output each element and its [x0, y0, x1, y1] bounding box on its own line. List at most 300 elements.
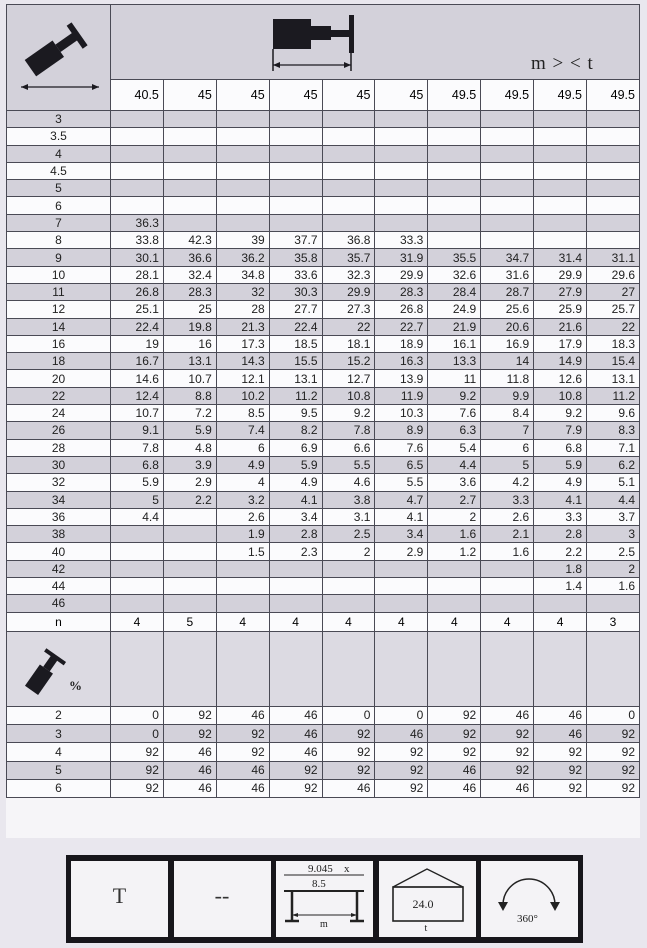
capacity-cell: 3.6	[428, 474, 481, 491]
percent-cell: 46	[375, 724, 428, 742]
capacity-cell	[111, 543, 164, 560]
capacity-cell	[587, 232, 640, 249]
radius-cell: 14	[7, 318, 111, 335]
capacity-cell	[163, 111, 216, 128]
capacity-cell: 3	[587, 526, 640, 543]
capacity-cell: 9.5	[269, 405, 322, 422]
capacity-cell	[481, 560, 534, 577]
capacity-cell: 5.9	[534, 456, 587, 473]
capacity-cell: 1.6	[481, 543, 534, 560]
capacity-cell: 4.9	[269, 474, 322, 491]
capacity-cell: 6.3	[428, 422, 481, 439]
capacity-cell: 3.2	[216, 491, 269, 508]
capacity-cell	[587, 145, 640, 162]
radius-cell: 30	[7, 456, 111, 473]
capacity-cell: 8.3	[587, 422, 640, 439]
capacity-cell: 21.3	[216, 318, 269, 335]
capacity-cell	[216, 560, 269, 577]
capacity-cell: 3.1	[322, 508, 375, 525]
counterweight-value: 24.0	[412, 897, 434, 911]
table-row	[7, 422, 640, 439]
capacity-cell	[428, 111, 481, 128]
table-row	[7, 560, 640, 577]
capacity-cell	[163, 197, 216, 214]
percent-cell: 46	[428, 761, 481, 779]
capacity-cell	[534, 111, 587, 128]
capacity-cell: 22.4	[111, 318, 164, 335]
capacity-cell	[481, 232, 534, 249]
radius-cell: 3.5	[7, 128, 111, 145]
radius-cell: 42	[7, 560, 111, 577]
capacity-cell: 36.8	[322, 232, 375, 249]
capacity-cell: 16.3	[375, 353, 428, 370]
falls-cell: 4	[375, 612, 428, 631]
capacity-cell: 10.3	[375, 405, 428, 422]
capacity-cell	[111, 145, 164, 162]
table-row	[7, 353, 640, 370]
percent-cell: 46	[269, 743, 322, 761]
percent-cell: 46	[269, 724, 322, 742]
radius-corner-cell	[7, 5, 111, 111]
radius-cell: 20	[7, 370, 111, 387]
percent-cell: 0	[587, 706, 640, 724]
crane-radius-icon	[15, 15, 103, 95]
telescope-row	[7, 743, 640, 761]
capacity-cell: 4.7	[375, 491, 428, 508]
percent-cell: 46	[269, 706, 322, 724]
percent-cell: 92	[269, 779, 322, 797]
capacity-cell: 2.5	[322, 526, 375, 543]
capacity-cell: 12.6	[534, 370, 587, 387]
boom-length-cell: 49.5	[481, 80, 534, 111]
capacity-cell	[481, 595, 534, 612]
capacity-cell: 11.8	[481, 370, 534, 387]
falls-cell: 3	[587, 612, 640, 631]
config-footer	[66, 855, 583, 943]
capacity-cell: 13.3	[428, 353, 481, 370]
capacity-cell	[481, 197, 534, 214]
radius-cell: 4.5	[7, 162, 111, 179]
capacity-cell: 12.1	[216, 370, 269, 387]
capacity-cell: 31.9	[375, 249, 428, 266]
table-row	[7, 301, 640, 318]
capacity-cell: 7.8	[111, 439, 164, 456]
percent-cell: 0	[322, 706, 375, 724]
telescope-percent-header-cell	[587, 631, 640, 706]
capacity-cell: 5.4	[428, 439, 481, 456]
capacity-cell	[322, 595, 375, 612]
falls-cell: 5	[163, 612, 216, 631]
capacity-cell: 4.1	[375, 508, 428, 525]
capacity-cell: 11.9	[375, 387, 428, 404]
load-chart-table	[6, 4, 640, 798]
capacity-cell: 28.4	[428, 283, 481, 300]
telescope-percent-header-cell	[269, 631, 322, 706]
capacity-cell: 2.2	[163, 491, 216, 508]
capacity-cell: 6.9	[269, 439, 322, 456]
radius-cell: 38	[7, 526, 111, 543]
percent-cell: 0	[111, 706, 164, 724]
capacity-cell: 22.7	[375, 318, 428, 335]
capacity-cell: 3.3	[481, 491, 534, 508]
capacity-cell: 20.6	[481, 318, 534, 335]
capacity-cell	[322, 578, 375, 595]
capacity-cell: 2.7	[428, 491, 481, 508]
percent-cell: 46	[216, 779, 269, 797]
capacity-cell: 27.9	[534, 283, 587, 300]
table-row	[7, 318, 640, 335]
capacity-cell: 12.7	[322, 370, 375, 387]
capacity-cell	[322, 560, 375, 577]
capacity-cell: 2.6	[216, 508, 269, 525]
capacity-cell	[375, 595, 428, 612]
radius-cell: 7	[7, 214, 111, 231]
capacity-cell	[216, 145, 269, 162]
outrigger-box	[276, 861, 373, 937]
capacity-cell	[587, 214, 640, 231]
capacity-cell	[163, 162, 216, 179]
boom-length-cell: 45	[375, 80, 428, 111]
capacity-cell: 1.9	[216, 526, 269, 543]
capacity-cell: 6.5	[375, 456, 428, 473]
table-row	[7, 439, 640, 456]
capacity-cell	[428, 180, 481, 197]
outrigger-x: 9.045	[308, 863, 333, 875]
percent-cell: 92	[216, 743, 269, 761]
percent-cell: 0	[375, 706, 428, 724]
table-row	[7, 456, 640, 473]
percent-cell: 46	[534, 706, 587, 724]
percent-cell: 92	[269, 761, 322, 779]
capacity-cell	[269, 197, 322, 214]
capacity-cell	[534, 197, 587, 214]
outrigger-icon	[276, 861, 373, 937]
capacity-cell	[428, 232, 481, 249]
telescope-percent-header-cell	[481, 631, 534, 706]
capacity-cell: 10.2	[216, 387, 269, 404]
boom-length-cell: 45	[269, 80, 322, 111]
capacity-cell	[322, 145, 375, 162]
table-row	[7, 526, 640, 543]
capacity-cell: 1.8	[534, 560, 587, 577]
capacity-cell	[216, 578, 269, 595]
table-row	[7, 491, 640, 508]
capacity-cell: 5	[111, 491, 164, 508]
capacity-cell: 33.3	[375, 232, 428, 249]
capacity-cell	[481, 180, 534, 197]
capacity-cell: 2	[322, 543, 375, 560]
capacity-cell	[111, 526, 164, 543]
capacity-cell: 2.3	[269, 543, 322, 560]
capacity-cell: 29.9	[322, 283, 375, 300]
boom-length-cell: 40.5	[111, 80, 164, 111]
capacity-cell	[269, 145, 322, 162]
radius-cell: 26	[7, 422, 111, 439]
capacity-cell: 30.3	[269, 283, 322, 300]
capacity-cell: 13.1	[163, 353, 216, 370]
capacity-cell: 4	[216, 474, 269, 491]
capacity-cell: 32.6	[428, 266, 481, 283]
capacity-cell: 5.9	[163, 422, 216, 439]
capacity-cell: 18.3	[587, 335, 640, 352]
capacity-cell: 4.9	[534, 474, 587, 491]
capacity-cell: 7.8	[322, 422, 375, 439]
percent-cell: 92	[534, 761, 587, 779]
falls-label: n	[7, 612, 111, 631]
capacity-cell	[375, 578, 428, 595]
table-row	[7, 335, 640, 352]
capacity-cell	[163, 526, 216, 543]
table-row	[7, 543, 640, 560]
capacity-cell: 6	[481, 439, 534, 456]
capacity-cell: 9.2	[322, 405, 375, 422]
capacity-cell	[375, 111, 428, 128]
capacity-cell: 7.6	[428, 405, 481, 422]
capacity-cell	[587, 197, 640, 214]
capacity-cell	[428, 128, 481, 145]
capacity-cell: 8.9	[375, 422, 428, 439]
capacity-cell	[111, 595, 164, 612]
capacity-cell	[428, 162, 481, 179]
capacity-cell: 22.4	[269, 318, 322, 335]
capacity-cell	[428, 214, 481, 231]
mode-box	[71, 861, 168, 937]
radius-cell: 4	[7, 145, 111, 162]
table-row	[7, 180, 640, 197]
capacity-cell	[534, 232, 587, 249]
radius-cell: 6	[7, 197, 111, 214]
percent-cell: 46	[163, 779, 216, 797]
percent-cell: 92	[428, 743, 481, 761]
capacity-cell	[481, 111, 534, 128]
percent-cell: 92	[163, 724, 216, 742]
capacity-cell: 27.7	[269, 301, 322, 318]
capacity-cell: 1.6	[428, 526, 481, 543]
percent-cell: 92	[322, 724, 375, 742]
mode-label: T	[112, 883, 127, 908]
table-row	[7, 474, 640, 491]
capacity-cell: 16.1	[428, 335, 481, 352]
capacity-cell: 1.4	[534, 578, 587, 595]
capacity-cell: 7.9	[534, 422, 587, 439]
capacity-cell: 2.8	[534, 526, 587, 543]
percent-cell: 92	[428, 706, 481, 724]
falls-cell: 4	[216, 612, 269, 631]
capacity-cell	[375, 128, 428, 145]
capacity-cell: 1.6	[587, 578, 640, 595]
capacity-cell: 8.5	[216, 405, 269, 422]
table-row	[7, 249, 640, 266]
capacity-cell	[481, 214, 534, 231]
capacity-cell: 16	[163, 335, 216, 352]
blank-label: --	[214, 883, 230, 908]
capacity-cell: 31.1	[587, 249, 640, 266]
capacity-cell: 11	[428, 370, 481, 387]
capacity-cell: 19	[111, 335, 164, 352]
header-title: m > < t	[531, 53, 594, 74]
section-cell: 3	[7, 724, 111, 742]
header-banner	[111, 5, 640, 80]
capacity-cell: 3.7	[587, 508, 640, 525]
table-row	[7, 128, 640, 145]
capacity-cell: 4.6	[322, 474, 375, 491]
capacity-cell	[216, 162, 269, 179]
capacity-cell: 35.8	[269, 249, 322, 266]
capacity-cell	[587, 180, 640, 197]
capacity-cell	[216, 128, 269, 145]
table-row	[7, 266, 640, 283]
capacity-cell: 8.4	[481, 405, 534, 422]
percent-cell: 92	[587, 779, 640, 797]
table-row	[7, 405, 640, 422]
radius-cell: 32	[7, 474, 111, 491]
capacity-cell: 7	[481, 422, 534, 439]
capacity-cell: 5.5	[375, 474, 428, 491]
capacity-cell	[163, 128, 216, 145]
capacity-cell: 4.2	[481, 474, 534, 491]
capacity-cell: 17.9	[534, 335, 587, 352]
telescope-percent-header-cell	[375, 631, 428, 706]
percent-cell: 92	[322, 761, 375, 779]
capacity-cell: 31.4	[534, 249, 587, 266]
capacity-cell: 2.9	[163, 474, 216, 491]
percent-cell: 92	[587, 761, 640, 779]
capacity-cell: 35.5	[428, 249, 481, 266]
section-cell: 2	[7, 706, 111, 724]
capacity-cell	[481, 162, 534, 179]
capacity-cell	[375, 180, 428, 197]
capacity-cell: 6.2	[587, 456, 640, 473]
capacity-cell: 14	[481, 353, 534, 370]
percent-cell: 46	[481, 706, 534, 724]
capacity-cell: 27	[587, 283, 640, 300]
capacity-cell: 8.2	[269, 422, 322, 439]
capacity-cell: 5.5	[322, 456, 375, 473]
capacity-cell	[428, 578, 481, 595]
table-row	[7, 214, 640, 231]
capacity-cell: 14.6	[111, 370, 164, 387]
counterweight-unit: t	[424, 923, 428, 934]
radius-cell: 28	[7, 439, 111, 456]
capacity-cell: 16.7	[111, 353, 164, 370]
radius-cell: 18	[7, 353, 111, 370]
capacity-cell: 5.9	[269, 456, 322, 473]
capacity-cell: 4.4	[428, 456, 481, 473]
capacity-cell	[269, 111, 322, 128]
percent-cell: 92	[587, 743, 640, 761]
boom-length-icon	[271, 13, 367, 75]
percent-cell: 92	[534, 743, 587, 761]
capacity-cell	[375, 197, 428, 214]
capacity-cell: 19.8	[163, 318, 216, 335]
radius-cell: 36	[7, 508, 111, 525]
telescope-row	[7, 779, 640, 797]
capacity-cell: 2.1	[481, 526, 534, 543]
telescope-percent-header-cell	[163, 631, 216, 706]
table-row	[7, 578, 640, 595]
capacity-cell: 2.2	[534, 543, 587, 560]
percent-cell: 92	[375, 743, 428, 761]
capacity-cell: 18.5	[269, 335, 322, 352]
table-row	[7, 508, 640, 525]
capacity-cell: 22	[322, 318, 375, 335]
table-row	[7, 595, 640, 612]
capacity-cell	[216, 111, 269, 128]
capacity-cell	[534, 145, 587, 162]
falls-cell: 4	[322, 612, 375, 631]
capacity-cell: 27.3	[322, 301, 375, 318]
slew-label: 360°	[517, 913, 538, 925]
capacity-cell	[269, 214, 322, 231]
percent-cell: 92	[587, 724, 640, 742]
capacity-cell: 7.1	[587, 439, 640, 456]
radius-cell: 10	[7, 266, 111, 283]
blank-box	[174, 861, 271, 937]
capacity-cell	[163, 543, 216, 560]
radius-cell: 22	[7, 387, 111, 404]
telescope-row	[7, 724, 640, 742]
capacity-cell	[322, 214, 375, 231]
table-row	[7, 197, 640, 214]
radius-cell: 5	[7, 180, 111, 197]
capacity-cell	[322, 111, 375, 128]
table-row	[7, 162, 640, 179]
boom-length-cell: 45	[163, 80, 216, 111]
capacity-cell: 5	[481, 456, 534, 473]
capacity-cell	[322, 197, 375, 214]
capacity-cell	[534, 128, 587, 145]
telescope-percent-corner	[7, 631, 111, 706]
capacity-cell: 3.4	[269, 508, 322, 525]
capacity-cell: 5.9	[111, 474, 164, 491]
capacity-cell: 10.8	[322, 387, 375, 404]
table-row	[7, 370, 640, 387]
capacity-cell	[111, 197, 164, 214]
capacity-cell	[587, 162, 640, 179]
capacity-cell: 29.6	[587, 266, 640, 283]
capacity-cell: 6.6	[322, 439, 375, 456]
capacity-cell	[111, 162, 164, 179]
capacity-cell	[111, 111, 164, 128]
capacity-cell	[481, 145, 534, 162]
percent-cell: 0	[111, 724, 164, 742]
capacity-cell: 42.3	[163, 232, 216, 249]
capacity-cell: 3.8	[322, 491, 375, 508]
load-chart-sheet	[6, 4, 640, 838]
capacity-cell: 2.6	[481, 508, 534, 525]
outrigger-unit: m	[320, 919, 328, 930]
capacity-cell: 36.6	[163, 249, 216, 266]
capacity-cell: 1.5	[216, 543, 269, 560]
capacity-cell: 3.9	[163, 456, 216, 473]
capacity-cell	[163, 145, 216, 162]
radius-cell: 44	[7, 578, 111, 595]
falls-cell: 4	[111, 612, 164, 631]
radius-cell: 3	[7, 111, 111, 128]
capacity-cell: 26.8	[111, 283, 164, 300]
capacity-cell: 4.4	[587, 491, 640, 508]
percent-cell: 46	[428, 779, 481, 797]
falls-cell: 4	[534, 612, 587, 631]
capacity-cell: 5.1	[587, 474, 640, 491]
capacity-cell: 35.7	[322, 249, 375, 266]
percent-cell: 92	[111, 761, 164, 779]
falls-cell: 4	[428, 612, 481, 631]
capacity-cell: 25.6	[481, 301, 534, 318]
table-row	[7, 232, 640, 249]
falls-cell: 4	[481, 612, 534, 631]
capacity-cell: 9.2	[428, 387, 481, 404]
